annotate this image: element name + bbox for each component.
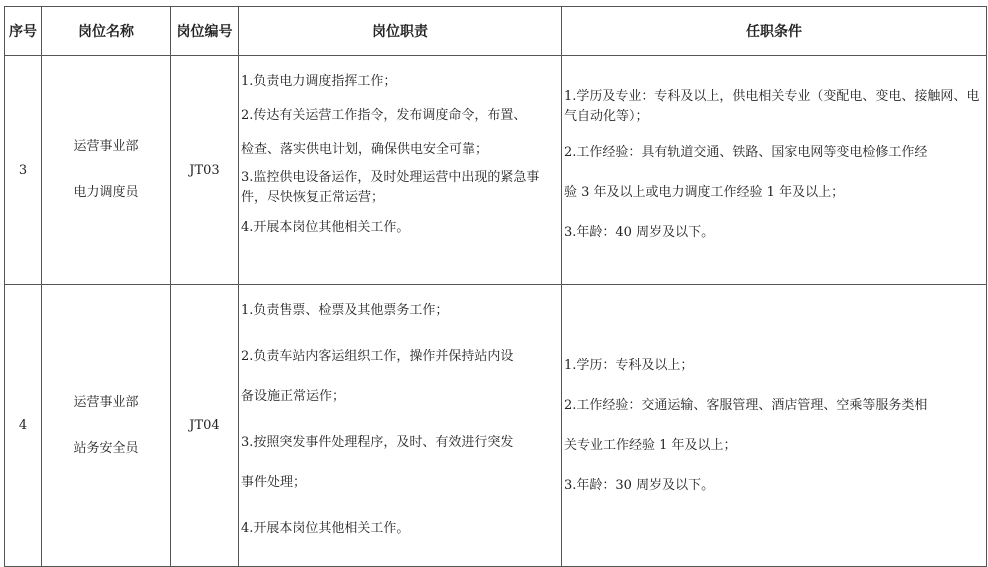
requirement-line: 3.年龄：30 周岁及以下。 — [564, 477, 715, 493]
duty-line: 3.按照突发事件处理程序，及时、有效进行突发 — [241, 435, 514, 450]
requirement-line: 关专业工作经验 1 年及以上； — [564, 437, 737, 453]
header-position-name: 岗位名称 — [42, 7, 171, 56]
department-text: 运营事业部 — [73, 139, 139, 154]
header-duties: 岗位职责 — [239, 7, 562, 56]
duty-line: 4.开展本岗位其他相关工作。 — [241, 220, 410, 235]
row-no: 3 — [5, 56, 42, 285]
table-row — [5, 285, 987, 567]
requirement-line: 3.年龄：40 周岁及以下。 — [564, 225, 715, 240]
duty-line: 1.负责电力调度指挥工作； — [241, 74, 397, 89]
duty-line: 检查、落实供电计划，确保供电安全可靠； — [241, 142, 489, 157]
duty-line: 事件处理； — [241, 475, 307, 490]
header-row — [5, 7, 987, 56]
duty-line: 2.负责车站内客运组织工作，操作并保持站内设 — [241, 349, 514, 364]
requirements-cell — [562, 56, 987, 285]
requirement-line: 验 3 年及以上或电力调度工作经验 1 年及以上； — [564, 185, 845, 200]
row-no: 4 — [5, 285, 42, 567]
job-table — [4, 6, 987, 567]
requirement-line: 2.工作经验：交通运输、客服管理、酒店管理、空乘等服务类相 — [564, 397, 928, 413]
position-code: JT04 — [171, 285, 239, 567]
position-code: JT03 — [171, 56, 239, 285]
job-title-text: 电力调度员 — [73, 185, 139, 200]
header-no: 序号 — [5, 7, 42, 56]
table-row — [5, 56, 987, 285]
job-title-text: 站务安全员 — [73, 440, 139, 456]
duty-line: 1.负责售票、检票及其他票务工作； — [241, 303, 449, 318]
duties-cell — [239, 285, 562, 567]
position-name-cell — [42, 285, 171, 567]
duty-line: 3.监控供电设备运作，及时处理运营中出现的紧急事件，尽快恢复正常运营； — [241, 170, 540, 205]
duties-cell — [239, 56, 562, 285]
header-position-code: 岗位编号 — [171, 7, 239, 56]
requirement-line: 1.学历及专业：专科及以上，供电相关专业（变配电、变电、接触网、电气自动化等）； — [564, 89, 980, 124]
requirement-line: 1.学历：专科及以上； — [564, 357, 694, 373]
requirement-line: 2.工作经验：具有轨道交通、铁路、国家电网等变电检修工作经 — [564, 145, 928, 160]
header-requirements: 任职条件 — [562, 7, 987, 56]
position-name-cell — [42, 56, 171, 285]
requirements-cell — [562, 285, 987, 567]
duty-line: 4.开展本岗位其他相关工作。 — [241, 521, 410, 536]
duty-line: 2.传达有关运营工作指令，发布调度命令，布置、 — [241, 108, 527, 123]
duty-line: 备设施正常运作； — [241, 389, 346, 404]
department-text: 运营事业部 — [73, 394, 139, 410]
